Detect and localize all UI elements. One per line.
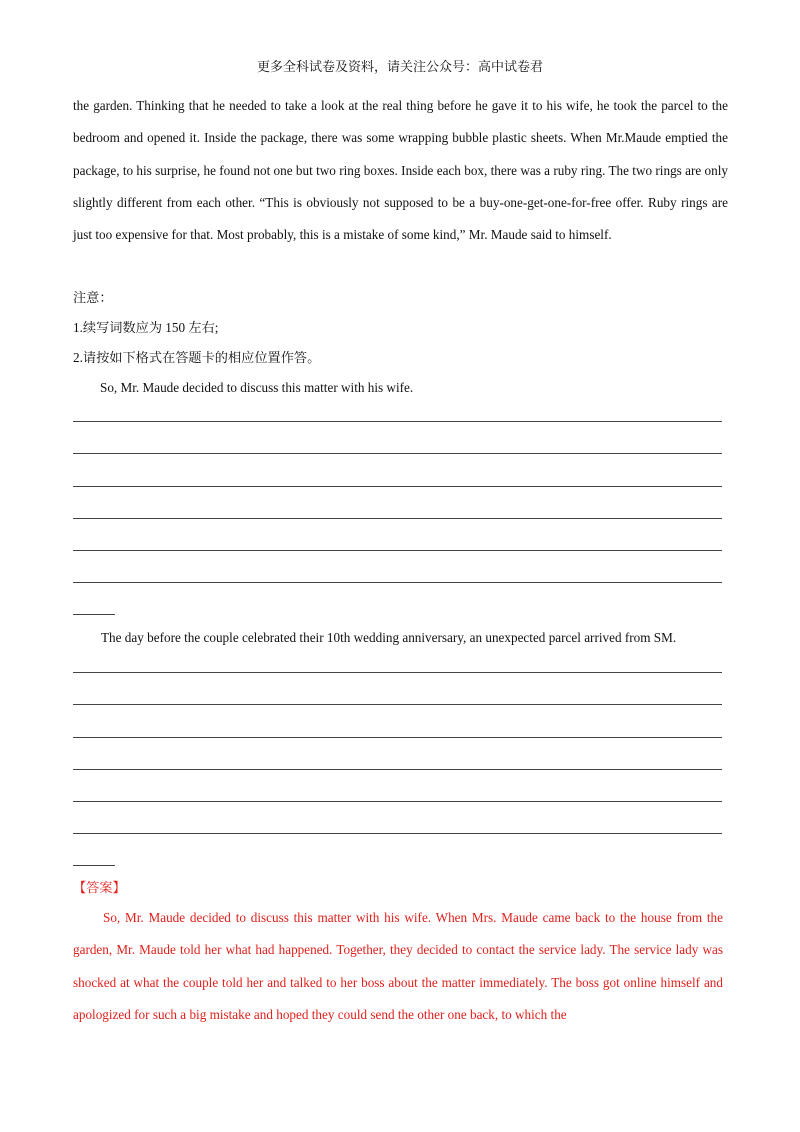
answer-line-2 xyxy=(73,453,722,454)
answer-text xyxy=(73,902,723,1031)
answer-line-end-2 xyxy=(73,865,115,866)
notes-item-word-count: 1.续写词数应为 150 左右; xyxy=(73,320,219,335)
answer-line-12 xyxy=(73,833,722,834)
answer-line-9 xyxy=(73,737,722,738)
answer-line-6 xyxy=(73,582,722,583)
notes-item-format: 2.请按如下格式在答题卡的相应位置作答。 xyxy=(73,350,321,365)
first-paragraph-prompt: So, Mr. Maude decided to discuss this matter with his wife. xyxy=(100,380,414,395)
answer-line-4 xyxy=(73,518,722,519)
answer-line-end-1 xyxy=(73,614,115,615)
answer-tag: 【答案】 xyxy=(73,880,126,895)
notes-title: 注意： xyxy=(73,290,113,305)
answer-line-11 xyxy=(73,801,722,802)
answer-body: So, Mr. Maude decided to discuss this matter with his wife. When Mrs. Maude came back to the house from the garden, Mr. Maude told her what had happened. Together, they decided to contact the service lady. The service lady was shocked at what the couple told her and talked to her boss about the matter immediately. The boss got online himself and apologized for such a big mistake and hoped they could send the other one back, to which the xyxy=(73,910,723,1022)
answer-line-5 xyxy=(73,550,722,551)
second-paragraph-prompt: The day before the couple celebrated their 10th wedding anniversary, an unexpected parcel arrived from SM. xyxy=(101,630,677,645)
passage-continuation: the garden. Thinking that he needed to take a look at the real thing before he gave it to his wife, he took the parcel to the bedroom and opened it. Inside the package, there was some wrapping bubble plastic sheets. When Mr.Maude emptied the package, to his surprise, he found not one but two ring boxes. Inside each box, there was a ruby ring. The two rings are only slightly different from each other. “This is obviously not supposed to be a buy-one-get-one-for-free offer. Ruby rings are just too expensive for that. Most probably, this is a mistake of some kind,” Mr. Maude said to himself. xyxy=(73,98,728,243)
page-header: 更多全科试卷及资料，请关注公众号：高中试卷君 xyxy=(256,59,543,74)
answer-line-8 xyxy=(73,704,722,705)
answer-line-10 xyxy=(73,769,722,770)
answer-line-1 xyxy=(73,421,722,422)
answer-line-3 xyxy=(73,486,722,487)
answer-line-7 xyxy=(73,672,722,673)
